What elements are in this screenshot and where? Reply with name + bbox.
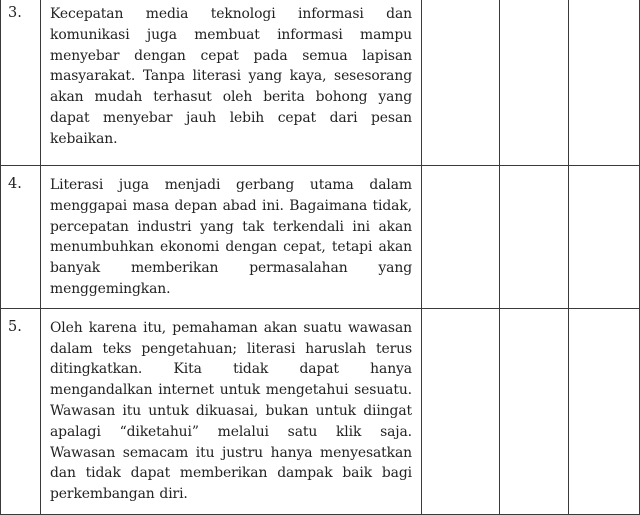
statement-cell: [41, 308, 422, 514]
row-number: 4.: [1, 166, 41, 309]
statement-cell: [41, 0, 422, 166]
blank-cell: [569, 308, 640, 514]
blank-cell: [569, 166, 640, 309]
blank-cell: [422, 166, 500, 309]
statement-text: Kecepatan media teknologi informasi dan komunikasi juga membuat informasi mampu menyebar dengan cepat pada semua lapisan masyarakat. Tanpa literasi yang kaya, sesesorang akan mudah terhasut oleh berita bohong yang dapat menyebar jauh lebih cepat dari pesan kebaikan.: [50, 6, 412, 147]
blank-cell: [422, 308, 500, 514]
blank-cell: [569, 0, 640, 166]
row-number: 3.: [1, 0, 41, 166]
blank-cell: [422, 0, 500, 166]
row-number: 5.: [1, 308, 41, 514]
table-row: [1, 166, 640, 309]
table-row: [1, 308, 640, 514]
statement-cell: [41, 166, 422, 309]
blank-cell: [500, 0, 569, 166]
blank-cell: [500, 166, 569, 309]
table-row: [1, 0, 640, 166]
statement-text: Literasi juga menjadi gerbang utama dalam menggapai masa depan abad ini. Bagaimana tidak, percepatan industri yang tak terkendali ini akan menumbuhkan ekonomi dengan cepat, tetapi akan banyak memberikan permasalahan yang menggemingkan.: [50, 177, 412, 297]
blank-cell: [500, 308, 569, 514]
statement-text: Oleh karena itu, pemahaman akan suatu wawasan dalam teks pengetahuan; literasi haruslah terus ditingkatkan. Kita tidak dapat hanya mengandalkan internet untuk mengetahui sesuatu. Wawasan itu untuk dikuasai, bukan untuk diingat apalagi “diketahui” melalui satu klik saja. Wawasan semacam itu justru hanya menyesatkan dan tidak dapat memberikan dampak baik bagi perkembangan diri.: [50, 319, 412, 503]
